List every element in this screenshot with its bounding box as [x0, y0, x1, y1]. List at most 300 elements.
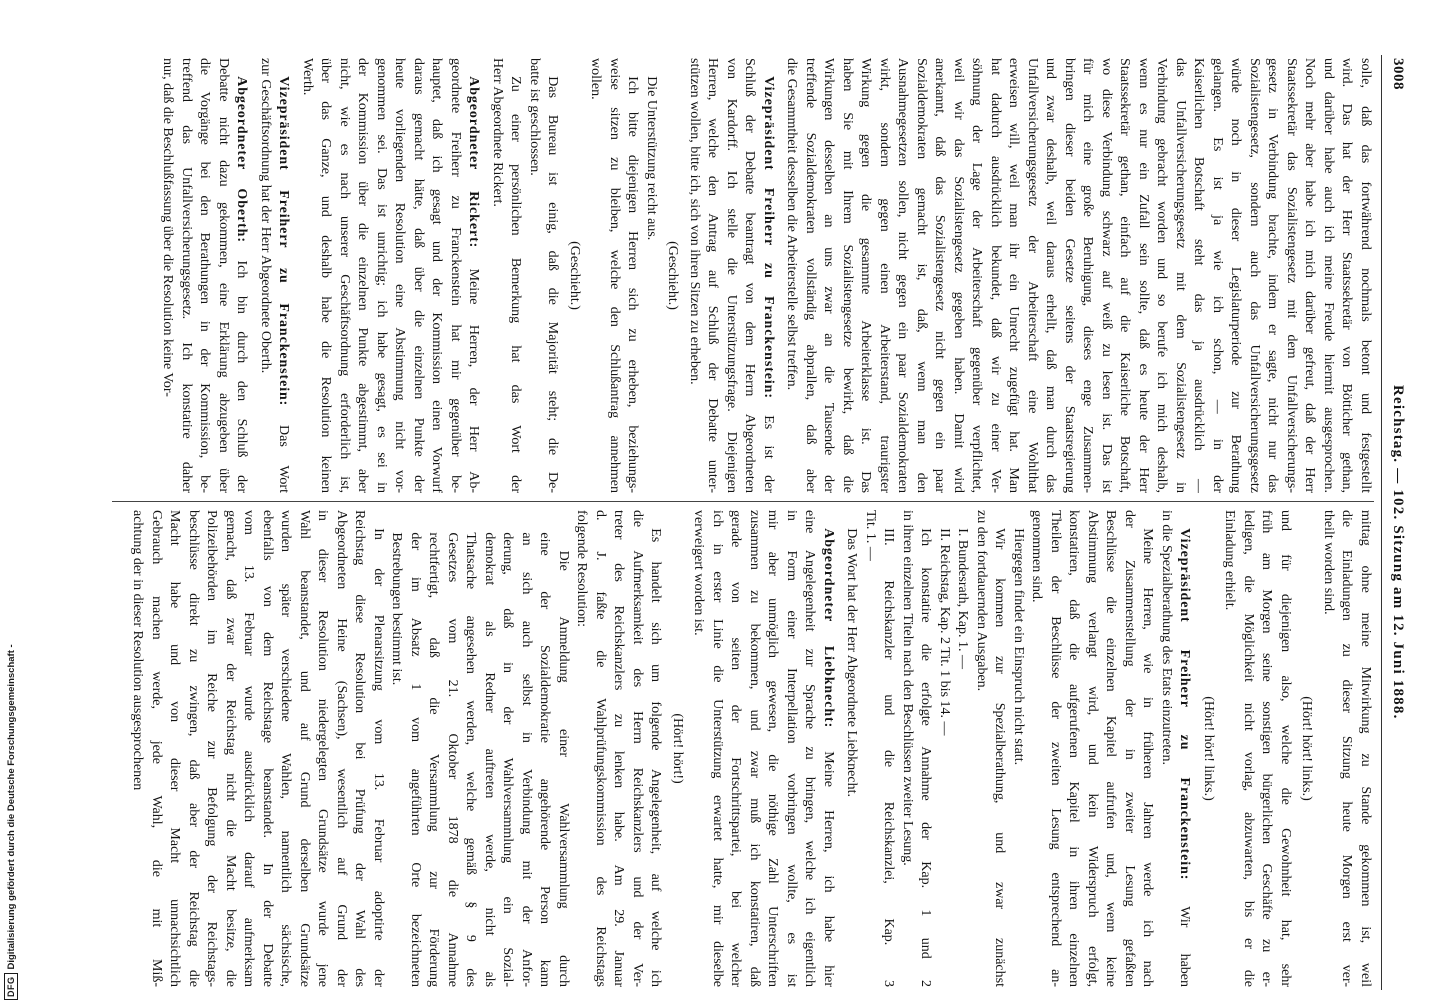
text-line	[424, 532, 443, 987]
paragraph	[1027, 510, 1157, 987]
paragraph	[525, 58, 562, 493]
text-line	[1208, 58, 1227, 493]
text-line	[1220, 510, 1239, 987]
text-line	[165, 510, 184, 987]
text-line	[972, 510, 991, 987]
text-line	[1319, 510, 1338, 987]
text-line	[232, 58, 251, 493]
paragraph	[586, 58, 642, 493]
text-line	[703, 58, 722, 493]
text-line	[1046, 510, 1065, 987]
text-line	[543, 58, 562, 493]
text-line	[1027, 510, 1046, 987]
line-text: für mich eine große Beruhigung, dieses enge Zusammen-	[1080, 58, 1096, 493]
text-line	[1319, 58, 1338, 493]
line-text: von Kardorff. Ich stelle die Unterstützungsfrage. Diejenigen	[724, 58, 739, 493]
line-text: Kaiserlichen Botschaft steht das ja ausdrücklich —	[1191, 58, 1207, 493]
text-line	[1239, 510, 1258, 987]
speech-paragraph	[685, 58, 778, 493]
text-line	[740, 58, 759, 493]
line-text: das Unfallversicherungsgesetz mit dem Sozialistengesetz in	[1173, 58, 1188, 493]
line-text: Gesetzes vom 21. Oktober 1878 die Annahme	[445, 532, 460, 987]
line-text: und zwar deshalb, weil daraus erhellt, daß man durch das	[1043, 58, 1059, 493]
speech-paragraph	[158, 58, 251, 493]
quoted-resolution	[387, 510, 572, 987]
line-text: Einladung erhielt.	[1222, 510, 1238, 611]
text-line	[967, 58, 986, 493]
text-line	[274, 58, 293, 493]
text-line	[1337, 510, 1356, 987]
speaker-name: Abgeordneter Rickert:	[466, 76, 482, 249]
paragraph	[972, 510, 1009, 987]
line-text: früh am Morgen seine sonstigen bürgerlichen Geschäfte zu er-	[1259, 510, 1275, 987]
text-line	[443, 532, 462, 987]
line-text: folgende Resolution:	[574, 510, 590, 628]
line-text: in dieser Resolution niedergelegten Grundsätze wurde jene	[315, 510, 331, 987]
text-line	[387, 532, 406, 987]
line-text: hauptet, daß ich gesagt und der Kommission einen Vorwurf	[429, 58, 445, 493]
line-text: wollen.	[588, 58, 604, 100]
text-line	[1297, 510, 1316, 987]
text-line	[856, 58, 875, 493]
text-line	[221, 510, 240, 987]
text-line	[554, 532, 573, 987]
text-line	[935, 510, 954, 987]
text-line	[953, 510, 972, 987]
line-text: derung, daß in der Wahlversammlung ein Sozial-	[500, 532, 516, 987]
line-text: II. Reichstag, Kap. 2 Tit. 1 bis 14. —	[937, 528, 952, 736]
text-line	[726, 510, 745, 987]
line-text: In der Plenarsitzung vom 13. Februar adoptirte der	[371, 528, 386, 987]
line-text: Wahl beanstandet, und auf Grund derselben Grundsätze	[297, 510, 312, 987]
line-text: Wir kommen zur Spezialberathung, und zwar zunächst	[992, 528, 1008, 987]
paragraph	[488, 58, 525, 493]
line-text: anerkannt, daß das Sozialistengesetz nicht gegen ein paar	[932, 58, 948, 493]
text-line	[1189, 58, 1208, 493]
line-text: nur, daß die Beschlußfassung über die Resolution keine Vor-	[160, 58, 176, 397]
line-text: rechtfertigt, daß die Versammlung zur Förderung	[426, 532, 442, 987]
text-line	[295, 510, 314, 987]
line-text: Debatte nicht dazu gekommen, eine Erklärung abzugeben über	[216, 58, 231, 493]
text-line	[861, 510, 880, 987]
text-line	[427, 58, 446, 493]
paragraph	[898, 510, 935, 987]
line-text: Abstimmung verlangt wird, und kein Widerspruch erfolgt,	[1085, 510, 1100, 987]
speech-paragraph	[1157, 510, 1194, 987]
text-line	[369, 510, 388, 987]
line-text: bringen dieser beiden Gesetze seitens der Staatsregierung	[1062, 58, 1077, 493]
text-line	[912, 58, 931, 493]
paragraph	[572, 510, 665, 987]
line-text: gesetz in Verbindung brachte, indem er sagte, nicht nur das	[1265, 58, 1281, 493]
line-text: Werth.	[300, 58, 315, 96]
line-text: (Hört! hört! links.)	[1201, 696, 1216, 801]
text-line	[1175, 510, 1194, 987]
text-line	[1263, 58, 1282, 493]
line-text: achtung der in dieser Resolution ausgesprochenen	[130, 510, 146, 791]
text-line	[930, 58, 949, 493]
text-line	[1078, 58, 1097, 493]
line-text: Herren, welche den Antrag auf Schluß der Debatte unter-	[705, 58, 721, 493]
line-text: wird. Das hat der Herr Staatssekretär von Bötticher gethan,	[1339, 58, 1355, 493]
line-text: daraus gemacht hätte, daß über die einzelnen Punkte der	[411, 58, 426, 493]
text-line	[986, 58, 1005, 493]
paragraph-continued	[782, 58, 1374, 493]
text-line	[1356, 58, 1375, 493]
paragraph	[1009, 510, 1028, 987]
line-text: Beschlüsse die einzelnen Kapitel aufrufen und, wenn keine	[1103, 510, 1119, 987]
text-line	[801, 58, 820, 493]
interjection	[668, 510, 687, 987]
line-text: der Kommission über die einzelnen Punkte abgestimmt, aber	[355, 58, 371, 493]
line-text: die Gesammtheit desselben die Arbeiterstelle selbst treffen.	[784, 58, 800, 391]
line-text: der im Absatz 1 vom angeführten Orte bezeichneten	[408, 532, 423, 987]
line-text: Tit. 1. —	[863, 510, 878, 561]
text-line	[722, 58, 741, 493]
line-text: Abgeordneten Heine (Sachsen), wesentlich auf Grund der	[334, 510, 349, 987]
text-line	[642, 58, 661, 493]
line-text: eine der Sozialdemokratie angehörende Person kann	[537, 532, 553, 987]
text-line	[239, 510, 258, 987]
text-line	[335, 58, 354, 493]
column-right	[110, 510, 1374, 987]
speaker-name: Vizepräsident Freiherr zu Franckenstein:	[1177, 528, 1193, 881]
line-text: Ich konstatire die erfolgte Annahme der Kap. 1 und 2	[918, 528, 934, 987]
line-text: Macht habe und von dieser Macht unnachsichtlich	[167, 510, 183, 987]
line-text: Hiergegen findet ein Einspruch nicht statt.	[1011, 528, 1026, 766]
text-line	[565, 58, 584, 493]
speaker-name: Abgeordneter Oberth:	[234, 76, 250, 243]
text-line	[353, 58, 372, 493]
text-line	[184, 510, 203, 987]
line-text: erweisen will, weil man ihr ein Unrecht zugefügt hat. Man	[1006, 58, 1022, 493]
text-line	[461, 532, 480, 987]
text-line	[464, 58, 483, 493]
line-text: Bestrebungen bestimmt ist.	[389, 532, 405, 686]
text-line	[668, 510, 687, 987]
text-line	[390, 58, 409, 493]
speaker-name: Abgeordneter Liebknecht:	[821, 528, 836, 729]
line-text: Meine Herren, ich habe hier	[821, 728, 836, 987]
dfg-logo: DFG	[4, 974, 18, 1000]
speaker-name: Vizepräsident Freiherr zu Franckenstein:	[761, 76, 776, 399]
text-line	[147, 510, 166, 987]
text-line	[605, 58, 624, 493]
text-line	[1157, 510, 1176, 987]
line-text: demokrat als Redner auftreten werde, nicht als	[482, 532, 497, 987]
interjection	[565, 58, 584, 493]
header-rule	[1381, 55, 1382, 990]
text-line	[689, 510, 708, 987]
line-text: III. Reichskanzler und die Reichskanzlei, Kap. 3	[881, 528, 897, 987]
text-line	[759, 58, 778, 493]
text-line	[258, 510, 277, 987]
line-text: Reichstag diese Resolution bei Prüfung der Wahl des	[352, 510, 368, 987]
line-text: Ausnahmegesetzen sollen, nicht gegen ein paar Sozialdemokraten	[895, 58, 911, 493]
text-line	[158, 58, 177, 493]
text-line	[1120, 510, 1139, 987]
line-text: Ich bitte diejenigen Herren sich zu erheben, beziehungs-	[625, 76, 641, 493]
paragraph-continued	[1319, 510, 1375, 987]
line-text: Die Anmeldung einer Wahlversammlung durch	[556, 550, 571, 987]
line-text: in die Spezialberathung des Etats einzutreten.	[1159, 510, 1174, 766]
paragraph	[935, 510, 954, 987]
text-line	[276, 510, 295, 987]
line-text: haben Sie mit Ihrem Sozialistengesetze bewirkt, daß die	[840, 58, 855, 493]
text-line	[1171, 58, 1190, 493]
text-line	[1134, 58, 1153, 493]
text-line	[498, 532, 517, 987]
text-line	[1115, 58, 1134, 493]
line-text: die Vorgänge bei den Berathungen in der Kommission, be-	[197, 58, 213, 493]
text-line	[1199, 510, 1218, 987]
speech-paragraph	[298, 58, 483, 493]
text-line	[819, 510, 838, 987]
line-text: Thatsache angesehen werden, welche gemäß § 9 des	[463, 532, 479, 987]
speech-paragraph	[256, 58, 293, 493]
line-text: ledigen, die Möglichkeit nicht vorlag, abzuwarten, bis er die	[1241, 510, 1256, 987]
line-text: in Form einer Interpellation vorbringen wollte, es ist	[784, 510, 799, 987]
text-line	[586, 58, 605, 493]
text-line	[1060, 58, 1079, 493]
line-text: ebenfalls von dem Reichstage beanstandet. In der Debatte	[260, 510, 275, 987]
text-line	[332, 510, 351, 987]
text-line	[350, 510, 369, 987]
text-line	[646, 510, 665, 987]
line-text: beschlüsse direkt zu zwingen, daß aber der Reichstag die	[186, 510, 201, 987]
line-text: der Zusammenstellung der in zweiter Lesung gefaßten	[1122, 510, 1137, 987]
line-text: Polizeibehörden im Reiche zur Befolgung der Reichstags-	[204, 510, 220, 987]
text-line	[879, 510, 898, 987]
text-line	[195, 58, 214, 493]
line-text: Die Unterstützung reicht aus.	[644, 76, 659, 241]
line-text: (Hört! hört! links.)	[1299, 696, 1315, 801]
text-line	[446, 58, 465, 493]
line-text: Wirkung gegen die gesammte Arbeiterklasse ist. Das	[858, 58, 874, 493]
text-line	[838, 58, 857, 493]
line-text: theilt worden sind.	[1321, 510, 1336, 615]
text-line	[535, 532, 554, 987]
text-line	[782, 58, 801, 493]
text-line	[842, 510, 861, 987]
line-text: Herr Abgeordnete Rickert.	[490, 58, 505, 207]
text-line	[685, 58, 704, 493]
interjection	[1199, 510, 1218, 987]
line-text: I. Bundesrath, Kap. 1. —	[955, 528, 971, 669]
line-text: an sich auch selbst in Verbindung mit der Anfor-	[519, 532, 534, 987]
text-line	[1083, 510, 1102, 987]
line-text: gerade von seiten der Fortschrittspartei, bei welcher	[728, 510, 744, 987]
line-text: würde noch in dieser Legislaturperiode zur Berathung	[1228, 58, 1244, 493]
text-line	[517, 532, 536, 987]
text-line	[898, 510, 917, 987]
text-line	[745, 510, 764, 987]
text-line	[916, 510, 935, 987]
text-line	[1064, 510, 1083, 987]
text-line	[409, 58, 428, 493]
speaker-name: Vizepräsident Freiherr zu Franckenstein:	[276, 76, 292, 407]
line-text: Noch mehr aber habe ich mich darüber gefreut, daß der Herr	[1302, 58, 1318, 493]
line-text: Das Wort hat der Herr Abgeordnete Liebknecht.	[844, 528, 860, 797]
paragraph	[842, 510, 861, 987]
line-text: wenn es nur ein Zufall sein sollte, daß es heute der Herr	[1136, 58, 1151, 493]
text-line	[1226, 58, 1245, 493]
paragraph	[953, 510, 972, 987]
line-text: Meine Herren, wie in früheren Jahren werde ich nach	[1140, 528, 1156, 987]
text-line	[1004, 58, 1023, 493]
line-text: genommen sei. Das ist unrichtig; ich habe gesagt, es sei in	[374, 58, 389, 493]
line-text: heute vorliegenden Resolution eine Abstimmung nicht vor-	[392, 58, 408, 493]
line-text: und für diejenigen also, welche die Gewohnheit hat, sehr	[1278, 510, 1293, 987]
text-line	[609, 510, 628, 987]
text-line	[202, 510, 221, 987]
line-text: (Geschieht.)	[567, 241, 582, 310]
text-line	[1337, 58, 1356, 493]
line-text: mir aber unmöglich gewesen, die nöthige Zahl Unterschriften	[765, 510, 781, 987]
line-text: in ihren einzelnen Titeln nach den Beschlüssen zweiter Lesung.	[900, 510, 915, 866]
line-text: (Hört! hört!)	[670, 713, 685, 784]
paragraph	[642, 58, 661, 493]
text-line	[572, 510, 591, 987]
line-text: Es handelt sich um folgende Angelegenheit, auf welche ich	[648, 528, 664, 987]
text-line	[893, 58, 912, 493]
text-line	[298, 58, 317, 493]
line-text: eine Angelegenheit zur Sprache zu bringen, welche ich eigentlich	[802, 510, 818, 987]
digitisation-credit-strip	[3, 585, 19, 1000]
text-line	[1245, 58, 1264, 493]
line-text: batte ist geschlossen.	[527, 58, 542, 176]
text-line	[949, 58, 968, 493]
text-line	[708, 510, 727, 987]
text-line	[1101, 510, 1120, 987]
line-text: Wir haben	[1177, 880, 1193, 987]
line-text: Gebrauch machen werde, jede Wahl, die mit Miß-	[149, 510, 164, 987]
line-text: wurden später verschiedene Wahlen, namentlich sächsische,	[278, 510, 294, 987]
text-line	[256, 58, 275, 493]
line-text: ich in erster Linie die Unterstützung erwartet hatte, mir dieselbe	[710, 510, 725, 987]
text-line	[875, 58, 894, 493]
line-text: Sozialdemokraten gemacht ist, daß, wenn man den	[914, 58, 929, 493]
text-line	[214, 58, 233, 493]
paragraph-continued	[1220, 510, 1294, 987]
line-text: wirkt, sondern gegen einen Arbeiterstand, traurigster	[877, 58, 892, 493]
line-text: d. J. faßte die Wahlprüfungskommission des Reichstags	[593, 510, 608, 987]
line-text: hat dadurch ausdrücklich bekundet, daß wir zu einer Ver-	[988, 58, 1003, 493]
line-text: Staatssekretär das Sozialistengesetz mit dem Unfallversicherungs-	[1284, 58, 1299, 493]
running-title: Reichstag. — 102. Sitzung am 12. Juni 1888.	[1390, 385, 1406, 720]
line-text: zusammen zu bekommen, und zwar muß ich konstatiren, daß	[747, 510, 762, 987]
line-text: die Einladungen zu dieser Sitzung heute Morgen erst ver-	[1339, 510, 1355, 987]
line-text: nicht, wie es nach unserer Geschäftsordnung erforderlich ist,	[337, 58, 352, 493]
line-text: zur Geschäftsordnung hat der Herr Abgeordnete Oberth.	[258, 58, 273, 374]
column-divider	[112, 501, 1374, 502]
text-line	[1009, 510, 1028, 987]
line-text: verweigert worden ist.	[691, 510, 707, 636]
text-line	[1152, 58, 1171, 493]
text-line	[591, 510, 610, 987]
line-text: genommen sind.	[1029, 510, 1045, 603]
line-text: weise sitzen zu bleiben, welche den Schlußantrag annehmen	[607, 58, 622, 493]
paragraph	[861, 510, 898, 987]
line-text: Meine Herren, der Herr Ab-	[466, 248, 482, 493]
line-text: Theilen der Beschlüsse der zweiten Lesung entsprechend an-	[1048, 510, 1063, 987]
line-text: Wirkungen desselben an uns zwar an die Tausende der	[821, 58, 837, 493]
text-line	[1138, 510, 1157, 987]
line-text: Staatssekretär gethan, einfach auf die Kaiserliche Botschaft,	[1117, 58, 1133, 493]
line-text: treffende Sozialdemokraten vollständig abprallen, daß aber	[803, 58, 818, 493]
text-line	[128, 510, 147, 987]
line-text: Zu einer persönlichen Bemerkung hat das Wort der	[508, 76, 524, 493]
line-text: zu den fortdauernden Ausgaben.	[974, 510, 989, 692]
text-line	[313, 510, 332, 987]
text-line	[1356, 510, 1375, 987]
text-line	[480, 532, 499, 987]
line-text: und darüber habe auch ich meine Freude hiermit ausgesprochen.	[1321, 58, 1336, 493]
text-line	[1282, 58, 1301, 493]
text-line	[1097, 58, 1116, 493]
line-text: gemacht, daß zwar der Reichstag nicht die Macht besitze, die	[223, 510, 238, 987]
line-text: treffend das Unfallversicherungsgesetz. Ich konstatire daher	[179, 58, 194, 493]
line-text: Verbindung gebracht worden und so berufe ich mich deshalb,	[1154, 58, 1170, 493]
text-line	[1023, 58, 1042, 493]
paragraph	[128, 510, 387, 987]
column-left	[110, 58, 1374, 493]
text-line	[1300, 58, 1319, 493]
line-text: weil wir das Sozialistengesetz gegeben haben. Damit wird	[951, 58, 966, 493]
line-text: Sozialistengesetz, sondern auch das Unfallversicherungsgesetz	[1247, 58, 1262, 493]
line-text: solle, daß das fortwährend nochmals betont und festgestellt	[1358, 58, 1373, 493]
text-line	[628, 510, 647, 987]
line-text: wo diese Verbindung schwarz auf weiß zu lesen ist. Das ist	[1099, 58, 1114, 493]
line-text: Es ist der	[761, 398, 776, 493]
text-line	[663, 58, 682, 493]
line-text: (Geschieht.)	[665, 241, 681, 310]
text-line	[1041, 58, 1060, 493]
line-text: Ich bin durch den Schluß der	[234, 242, 250, 493]
text-line	[177, 58, 196, 493]
line-text: die Aufmerksamkeit des Herrn Reichskanzlers und der Ver-	[630, 510, 645, 987]
line-text: Schluß der Debatte beantragt von dem Herrn Abgeordneten	[742, 58, 758, 493]
line-text: vom 13. Februar wurde ausdrücklich darauf aufmerksam	[241, 510, 257, 987]
text-line	[488, 58, 507, 493]
line-text: Unfallversicherungsgesetz der Arbeiterschaft eine Wohlthat	[1025, 58, 1040, 493]
interjection	[663, 58, 682, 493]
line-text: mittag ohne meine Mitwirkung zu Stande gekommen ist, weil	[1358, 510, 1373, 987]
interjection	[1297, 510, 1316, 987]
text-line	[372, 58, 391, 493]
text-line	[316, 58, 335, 493]
line-text: treter des Reichskanzlers zu lenken habe. Am 29. Januar	[611, 510, 627, 987]
line-text: söhnung der Lage der Arbeiterschaft gegenüber verpflichtet,	[969, 58, 985, 493]
text-line	[525, 58, 544, 493]
text-line	[506, 58, 525, 493]
text-line	[623, 58, 642, 493]
line-text: Das Bureau ist einig, daß die Majorität steht; die De-	[545, 76, 561, 493]
line-text: konstatiren, daß die aufgerufenen Kapitel in ihren einzelnen	[1066, 510, 1082, 987]
text-line	[1257, 510, 1276, 987]
line-text: stützen wollen, bitte ich, sich von ihren Sitzen zu erheben.	[687, 58, 702, 385]
page-number: 3008	[1390, 58, 1406, 90]
text-line	[819, 58, 838, 493]
line-text: Das Wort	[276, 406, 292, 493]
digitisation-credit-text: Digitalisierung gefördert durch die Deutsche Forschungsgemeinschaft -	[5, 644, 17, 970]
text-line	[406, 532, 425, 987]
text-line	[782, 510, 801, 987]
text-line	[1276, 510, 1295, 987]
line-text: über das Ganze, und deshalb habe die Resolution keinen	[318, 58, 334, 493]
text-line	[763, 510, 782, 987]
line-text: geordnete Freiherr zu Franckenstein hat mir gegenüber be-	[448, 58, 463, 493]
